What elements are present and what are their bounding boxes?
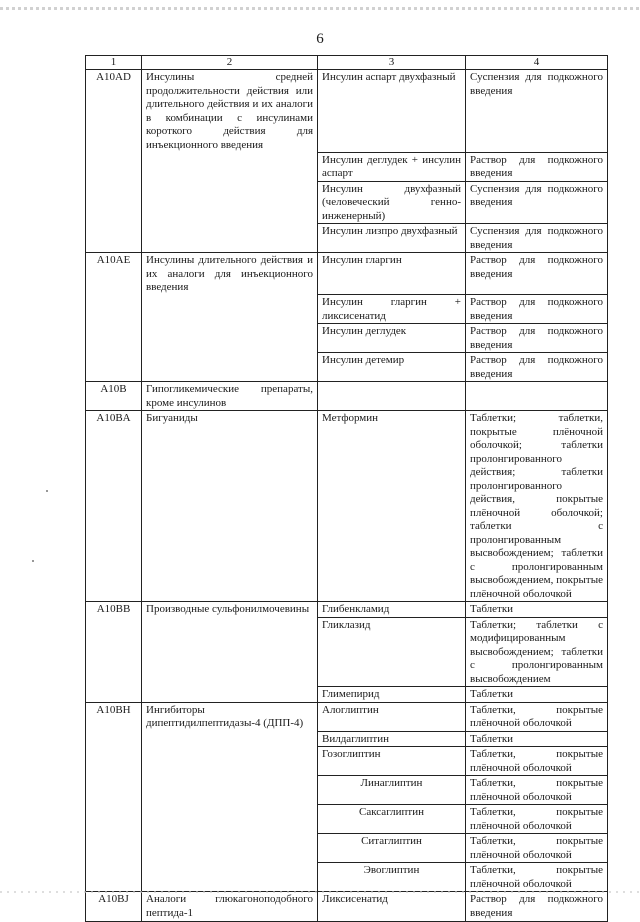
table-row [86, 617, 608, 687]
table-row [86, 353, 608, 382]
dosage-form-cell: Раствор для подкожного введения [466, 353, 608, 382]
drug-table [85, 55, 608, 922]
atc-group-name-cell [142, 152, 318, 181]
dosage-form-cell: Раствор для подкожного введения [466, 892, 608, 922]
drug-name-cell: Инсулин гларгин + ликсисенатид [318, 295, 466, 324]
drug-name-cell: Линаглиптин [318, 776, 466, 805]
atc-code-cell: A10AD [86, 70, 142, 153]
dosage-form-cell: Суспензия для подкожного введения [466, 224, 608, 253]
table-row [86, 747, 608, 776]
atc-group-name-cell: Инсулины длительного действия и их аналоги для инъекционного введения [142, 253, 318, 295]
table-row [86, 731, 608, 747]
drug-name-cell: Ликсисенатид [318, 892, 466, 922]
drug-name-cell: Глибенкламид [318, 602, 466, 618]
drug-name-cell [318, 382, 466, 411]
atc-code-cell: A10BA [86, 411, 142, 602]
drug-name-cell: Саксаглиптин [318, 805, 466, 834]
table-row [86, 892, 608, 922]
table-row [86, 224, 608, 253]
atc-code-cell [86, 224, 142, 253]
atc-group-name-cell [142, 863, 318, 892]
drug-name-cell: Инсулин детемир [318, 353, 466, 382]
drug-name-cell: Инсулин деглудек [318, 324, 466, 353]
dosage-form-cell: Суспензия для подкожного введения [466, 70, 608, 153]
atc-group-name-cell [142, 181, 318, 224]
dosage-form-cell: Раствор для подкожного введения [466, 324, 608, 353]
dosage-form-cell: Раствор для подкожного введения [466, 152, 608, 181]
table-row [86, 687, 608, 703]
drug-name-cell: Ситаглиптин [318, 834, 466, 863]
table-row [86, 253, 608, 295]
atc-code-cell [86, 617, 142, 687]
atc-group-name-cell [142, 617, 318, 687]
page-number: 6 [316, 31, 324, 47]
table-row [86, 805, 608, 834]
header-cell: 1 [86, 56, 142, 70]
drug-name-cell: Инсулин лизпро двухфазный [318, 224, 466, 253]
drug-name-cell: Инсулин двухфазный (человеческий генно-инженерный) [318, 181, 466, 224]
table-row [86, 863, 608, 892]
atc-group-name-cell [142, 731, 318, 747]
atc-group-name-cell: Производные сульфонилмочевины [142, 602, 318, 618]
drug-name-cell: Вилдаглиптин [318, 731, 466, 747]
dosage-form-cell: Таблетки [466, 602, 608, 618]
atc-code-cell: A10BH [86, 702, 142, 731]
atc-code-cell [86, 181, 142, 224]
atc-code-cell [86, 731, 142, 747]
drug-name-cell: Инсулин гларгин [318, 253, 466, 295]
atc-code-cell [86, 295, 142, 324]
drug-name-cell: Гозоглиптин [318, 747, 466, 776]
dosage-form-cell: Таблетки, покрытые плёночной оболочкой [466, 834, 608, 863]
atc-group-name-cell: Бигуаниды [142, 411, 318, 602]
atc-code-cell [86, 152, 142, 181]
scan-edge-bottom [0, 891, 640, 893]
dosage-form-cell: Раствор для подкожного введения [466, 253, 608, 295]
table-row [86, 776, 608, 805]
dosage-form-cell: Раствор для подкожного введения [466, 295, 608, 324]
drug-name-cell: Эвоглиптин [318, 863, 466, 892]
atc-code-cell [86, 805, 142, 834]
atc-code-cell: A10BB [86, 602, 142, 618]
atc-code-cell: A10BJ [86, 892, 142, 922]
atc-group-name-cell: Гипогликемические препараты, кроме инсулинов [142, 382, 318, 411]
table-row [86, 602, 608, 618]
table-row [86, 382, 608, 411]
atc-group-name-cell [142, 324, 318, 353]
atc-group-name-cell [142, 834, 318, 863]
table-row [86, 411, 608, 602]
scan-speck [46, 490, 48, 492]
atc-group-name-cell [142, 776, 318, 805]
drug-name-cell: Инсулин аспарт двухфазный [318, 70, 466, 153]
atc-code-cell [86, 834, 142, 863]
atc-group-name-cell [142, 224, 318, 253]
dosage-form-cell: Таблетки, покрытые плёночной оболочкой [466, 776, 608, 805]
header-cell: 4 [466, 56, 608, 70]
dosage-form-cell: Таблетки, покрытые плёночной оболочкой [466, 805, 608, 834]
dosage-form-cell [466, 382, 608, 411]
table-row [86, 834, 608, 863]
dosage-form-cell: Таблетки [466, 731, 608, 747]
atc-group-name-cell [142, 353, 318, 382]
atc-group-name-cell [142, 295, 318, 324]
atc-group-name-cell: Аналоги глюкагоноподобного пептида-1 [142, 892, 318, 922]
table-row [86, 295, 608, 324]
table-row [86, 181, 608, 224]
atc-code-cell: A10AE [86, 253, 142, 295]
dosage-form-cell: Таблетки [466, 687, 608, 703]
atc-group-name-cell [142, 805, 318, 834]
atc-code-cell [86, 353, 142, 382]
drug-name-cell: Инсулин деглудек + инсулин аспарт [318, 152, 466, 181]
table-row [86, 702, 608, 731]
dosage-form-cell: Таблетки, покрытые плёночной оболочкой [466, 747, 608, 776]
atc-code-cell [86, 747, 142, 776]
dosage-form-cell: Таблетки, покрытые плёночной оболочкой [466, 702, 608, 731]
atc-group-name-cell [142, 687, 318, 703]
atc-code-cell [86, 687, 142, 703]
atc-group-name-cell [142, 747, 318, 776]
atc-code-cell [86, 863, 142, 892]
atc-group-name-cell: Инсулины средней продолжительности действия или длительного действия и их аналоги в комбинации с инсулинами короткого действия для инъекционного введения [142, 70, 318, 153]
dosage-form-cell: Суспензия для подкожного введения [466, 181, 608, 224]
header-cell: 2 [142, 56, 318, 70]
drug-name-cell: Гликлазид [318, 617, 466, 687]
atc-code-cell [86, 776, 142, 805]
table-header-row [86, 56, 608, 70]
drug-name-cell: Метформин [318, 411, 466, 602]
drug-name-cell: Глимепирид [318, 687, 466, 703]
atc-group-name-cell: Ингибиторы дипептидилпептидазы-4 (ДПП-4) [142, 702, 318, 731]
table-row [86, 152, 608, 181]
dosage-form-cell: Таблетки; таблетки, покрытые плёночной оболочкой; таблетки пролонгированного действия; таблетки пролонгированного действия, покрытые плёночной оболочкой; таблетки с пролонгированным высвобождением; таблетки с пролонгированным высвобождением, покрытые плёночной оболочкой [466, 411, 608, 602]
dosage-form-cell: Таблетки, покрытые плёночной оболочкой [466, 863, 608, 892]
scan-speck [32, 560, 34, 562]
header-cell: 3 [318, 56, 466, 70]
table-row [86, 70, 608, 153]
drug-name-cell: Алоглиптин [318, 702, 466, 731]
table-row [86, 324, 608, 353]
atc-code-cell: A10B [86, 382, 142, 411]
atc-code-cell [86, 324, 142, 353]
scan-edge-top [0, 7, 640, 10]
dosage-form-cell: Таблетки; таблетки с модифицированным высвобождением; таблетки с пролонгированным высвобождением [466, 617, 608, 687]
